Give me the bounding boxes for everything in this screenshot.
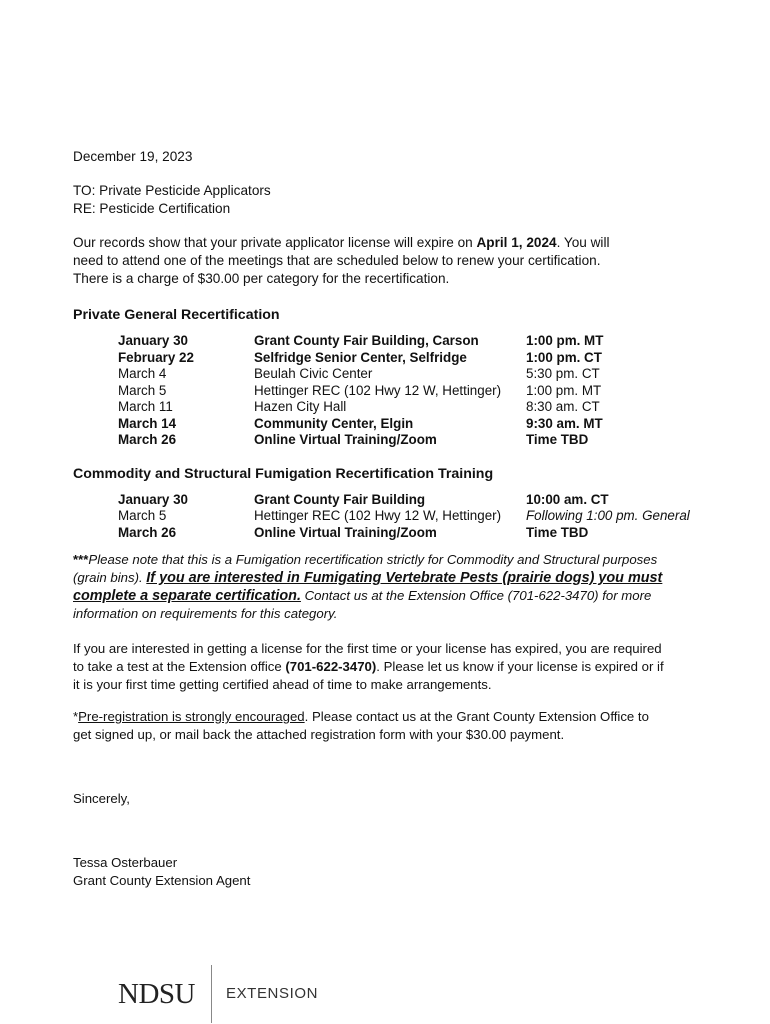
first-time-line-3: it is your first time getting certified ahead of time to make arrangements. bbox=[73, 677, 492, 692]
note-emphasis-end: complete a separate certification. bbox=[73, 588, 301, 604]
intro-paragraph bbox=[73, 234, 698, 288]
row-location: Hettinger REC (102 Hwy 12 W, Hettinger) bbox=[254, 382, 502, 398]
fumigation-note bbox=[73, 551, 698, 623]
row-location: Selfridge Senior Center, Selfridge bbox=[254, 349, 467, 365]
row-time: Following 1:00 pm. General bbox=[526, 508, 690, 523]
note-line-1: Please note that this is a Fumigation recertification strictly for Commodity and Structural purposes bbox=[88, 552, 658, 567]
row-date: March 4 bbox=[118, 366, 167, 381]
row-time: 8:30 am. CT bbox=[526, 399, 600, 414]
general-schedule-table bbox=[118, 333, 603, 449]
first-time-line-1: If you are interested in getting a license for the first time or your license has expired, you are required bbox=[73, 641, 662, 656]
table-row bbox=[118, 432, 603, 449]
row-time: 10:00 am. CT bbox=[526, 491, 609, 507]
row-date: March 14 bbox=[118, 415, 177, 431]
prereg-line-2: get signed up, or mail back the attached registration form with your $30.00 payment. bbox=[73, 727, 565, 742]
closing: Sincerely, bbox=[73, 791, 130, 806]
general-heading: Private General Recertification bbox=[73, 307, 280, 323]
table-row bbox=[118, 383, 603, 400]
footer-logo bbox=[118, 965, 318, 1023]
intro-line-2: need to attend one of the meetings that are scheduled below to renew your certification. bbox=[73, 253, 601, 268]
table-row bbox=[118, 525, 690, 542]
row-location: Hettinger REC (102 Hwy 12 W, Hettinger) bbox=[254, 508, 502, 523]
signer-name: Tessa Osterbauer bbox=[73, 855, 178, 870]
extension-wordmark: EXTENSION bbox=[225, 985, 319, 1002]
row-date: February 22 bbox=[118, 349, 194, 365]
intro-line-3: There is a charge of $30.00 per category for the recertification. bbox=[73, 271, 450, 286]
row-location: Hazen City Hall bbox=[254, 399, 347, 414]
row-location: Grant County Fair Building bbox=[254, 491, 426, 507]
row-time: Time TBD bbox=[526, 524, 589, 540]
prereg-star: * bbox=[73, 709, 79, 724]
row-date: March 26 bbox=[118, 432, 177, 447]
first-time-line-2: to take a test at the Extension office bbox=[73, 659, 286, 674]
row-location: Community Center, Elgin bbox=[254, 415, 414, 431]
row-location: Grant County Fair Building, Carson bbox=[254, 333, 479, 348]
row-time: 1:00 pm. MT bbox=[526, 333, 604, 348]
row-date: March 5 bbox=[118, 508, 167, 523]
office-phone: (701-622-3470) bbox=[285, 659, 377, 674]
row-time: 1:00 pm. CT bbox=[526, 349, 602, 365]
ndsu-logo: NDSU bbox=[118, 978, 195, 1010]
intro-text-end: . You will bbox=[556, 235, 610, 250]
note-line-3: Contact us at the Extension Office (701-622-3470) for more bbox=[300, 588, 652, 603]
expire-date: April 1, 2024 bbox=[476, 235, 557, 250]
note-line-4: information on requirements for this category. bbox=[73, 606, 338, 621]
prereg-emphasis: Pre-registration is strongly encouraged bbox=[78, 709, 305, 724]
fumigation-schedule-table bbox=[118, 492, 690, 542]
table-row bbox=[118, 350, 603, 367]
table-row bbox=[118, 366, 603, 383]
row-location: Beulah Civic Center bbox=[254, 366, 373, 381]
table-row bbox=[118, 333, 603, 350]
to-line: TO: Private Pesticide Applicators bbox=[73, 183, 271, 198]
row-date: March 11 bbox=[118, 399, 173, 414]
note-emphasis: If you are interested in Fumigating Vertebrate Pests (prairie dogs) you must bbox=[146, 570, 663, 586]
table-row bbox=[118, 399, 603, 416]
re-line: RE: Pesticide Certification bbox=[73, 201, 231, 216]
first-time-line-2-end: . Please let us know if your license is expired or if bbox=[376, 659, 664, 674]
fumigation-heading: Commodity and Structural Fumigation Recertification Training bbox=[73, 465, 494, 482]
prereg-paragraph bbox=[73, 708, 698, 744]
row-location: Online Virtual Training/Zoom bbox=[254, 524, 437, 540]
row-time: 5:30 pm. CT bbox=[526, 366, 600, 381]
letter-date: December 19, 2023 bbox=[73, 149, 193, 164]
row-location: Online Virtual Training/Zoom bbox=[254, 432, 437, 447]
table-row bbox=[118, 492, 690, 509]
row-date: January 30 bbox=[118, 491, 188, 507]
table-row bbox=[118, 508, 690, 525]
prereg-line-1: . Please contact us at the Grant County Extension Office to bbox=[304, 709, 649, 724]
intro-text: Our records show that your private applicator license will expire on bbox=[73, 235, 477, 250]
letter-body bbox=[73, 148, 698, 890]
table-row bbox=[118, 416, 603, 433]
row-date: March 26 bbox=[118, 524, 177, 540]
signer-title: Grant County Extension Agent bbox=[73, 873, 251, 888]
row-time: Time TBD bbox=[526, 432, 589, 447]
row-time: 1:00 pm. MT bbox=[526, 382, 602, 398]
note-stars: *** bbox=[73, 552, 89, 567]
row-date: March 5 bbox=[118, 382, 167, 398]
logo-divider bbox=[211, 965, 212, 1023]
first-time-paragraph bbox=[73, 640, 698, 694]
note-line-2: (grain bins). bbox=[73, 570, 147, 585]
row-time: 9:30 am. MT bbox=[526, 415, 603, 431]
row-date: January 30 bbox=[118, 333, 188, 348]
